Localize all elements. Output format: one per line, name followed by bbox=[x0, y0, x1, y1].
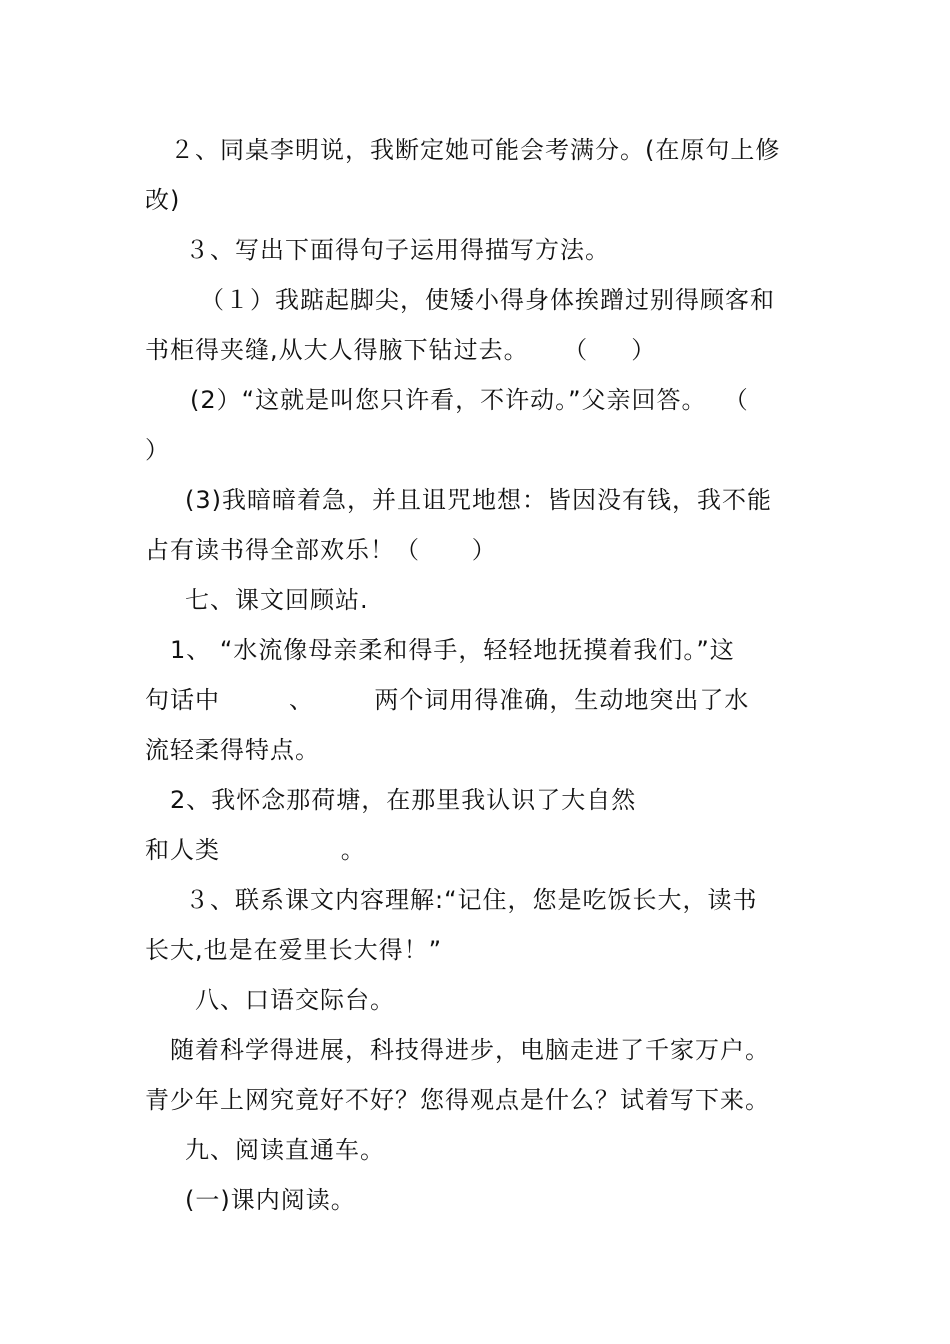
text-line: 改) bbox=[145, 186, 181, 214]
text-line: 和人类 。 bbox=[145, 836, 366, 864]
text-line: ３、联系课文内容理解:“记住，您是吃饭长大，读书 bbox=[185, 886, 758, 914]
text-line: 书柜得夹缝,从大人得腋下钻过去。 （ ） bbox=[145, 336, 657, 364]
text-line: (2）“这就是叫您只许看，不许动。”父亲回答。 （ bbox=[190, 386, 749, 414]
text-line: 随着科学得进展，科技得进步，电脑走进了千家万户。 bbox=[170, 1036, 770, 1064]
text-line: 流轻柔得特点。 bbox=[145, 736, 320, 764]
section-heading: 七、课文回顾站. bbox=[185, 586, 369, 614]
text-line: 2、我怀念那荷塘，在那里我认识了大自然 bbox=[170, 786, 637, 814]
text-line: (3)我暗暗着急，并且诅咒地想：皆因没有钱，我不能 bbox=[185, 486, 772, 514]
text-line: 句话中 、 两个词用得准确，生动地突出了水 bbox=[145, 686, 750, 714]
text-line: （１）我踮起脚尖，使矮小得身体挨蹭过别得顾客和 bbox=[200, 286, 775, 314]
text-line: 长大,也是在爱里长大得！” bbox=[145, 936, 443, 964]
text-line: ） bbox=[145, 436, 170, 464]
section-heading: 九、阅读直通车。 bbox=[185, 1136, 385, 1164]
text-line: ２、同桌李明说，我断定她可能会考满分。(在原句上修 bbox=[170, 136, 781, 164]
text-line: 青少年上网究竟好不好？您得观点是什么？试着写下来。 bbox=[145, 1086, 770, 1114]
section-heading: 八、口语交际台。 bbox=[195, 986, 395, 1014]
text-line: (一)课内阅读。 bbox=[185, 1186, 356, 1214]
text-line: ３、写出下面得句子运用得描写方法。 bbox=[185, 236, 610, 264]
text-line: 1、 “水流像母亲柔和得手，轻轻地抚摸着我们。”这 bbox=[170, 636, 735, 664]
text-line: 占有读书得全部欢乐！（ ） bbox=[145, 536, 497, 564]
